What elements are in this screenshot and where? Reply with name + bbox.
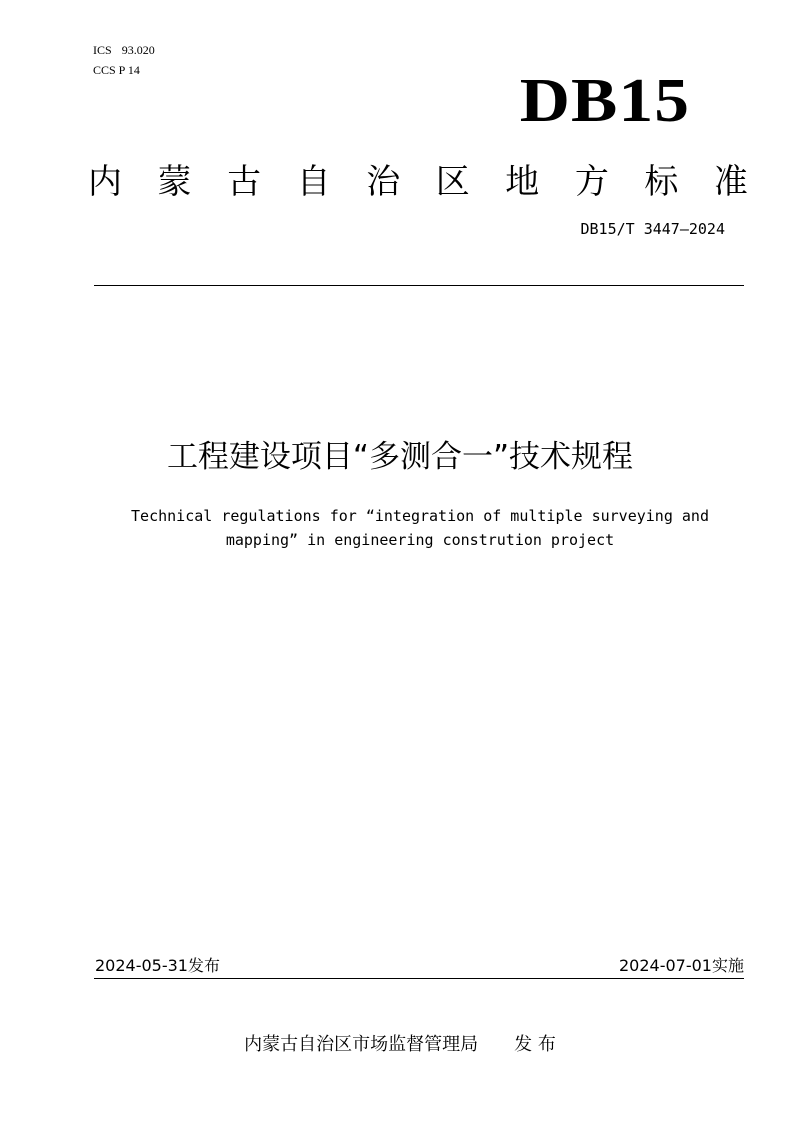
- ics-number: 93.020: [121, 43, 155, 57]
- standard-type-char: 准: [713, 161, 748, 202]
- ccs-code: CCS P 14: [93, 63, 140, 77]
- publish-date: 2024-05-31: [95, 956, 188, 975]
- english-title: [40, 504, 800, 552]
- english-title-line-1: Technical regulations for “integration of multiple surveying and: [131, 507, 709, 525]
- top-divider: [94, 285, 744, 286]
- standard-type-char: 自: [296, 161, 331, 202]
- standard-type-title: [88, 148, 748, 208]
- classification-codes: [93, 40, 155, 80]
- issuer-block: [0, 1032, 800, 1058]
- standard-type-char: 区: [435, 161, 470, 202]
- bottom-divider: [94, 978, 744, 979]
- standard-type-char: 蒙: [157, 161, 192, 202]
- ics-code: [93, 40, 155, 60]
- standard-type-char: 治: [366, 161, 401, 202]
- standard-number: DB15/T 3447—2024: [580, 220, 725, 238]
- db-standard-mark: DB15: [519, 67, 690, 135]
- standard-type-char: 地: [505, 161, 540, 202]
- document-title: 工程建设项目“多测合一”技术规程: [166, 439, 634, 475]
- publish-label: 发布: [187, 956, 220, 975]
- effective-label: 实施: [711, 956, 744, 975]
- standard-type-char: 古: [227, 161, 262, 202]
- issuer-name: 内蒙古自治区市场监督管理局: [244, 1034, 479, 1055]
- effective-date-block: [619, 955, 744, 977]
- standard-type-char: 方: [574, 161, 609, 202]
- effective-date: 2024-07-01: [619, 956, 712, 975]
- english-title-line-2: mapping” in engineering constrution project: [225, 531, 615, 549]
- issue-label: 发 布: [514, 1034, 556, 1055]
- ics-label: ICS: [93, 43, 112, 57]
- standard-type-char: 标: [644, 161, 679, 202]
- standard-type-char: 内: [88, 161, 122, 202]
- publish-date-block: [95, 955, 220, 977]
